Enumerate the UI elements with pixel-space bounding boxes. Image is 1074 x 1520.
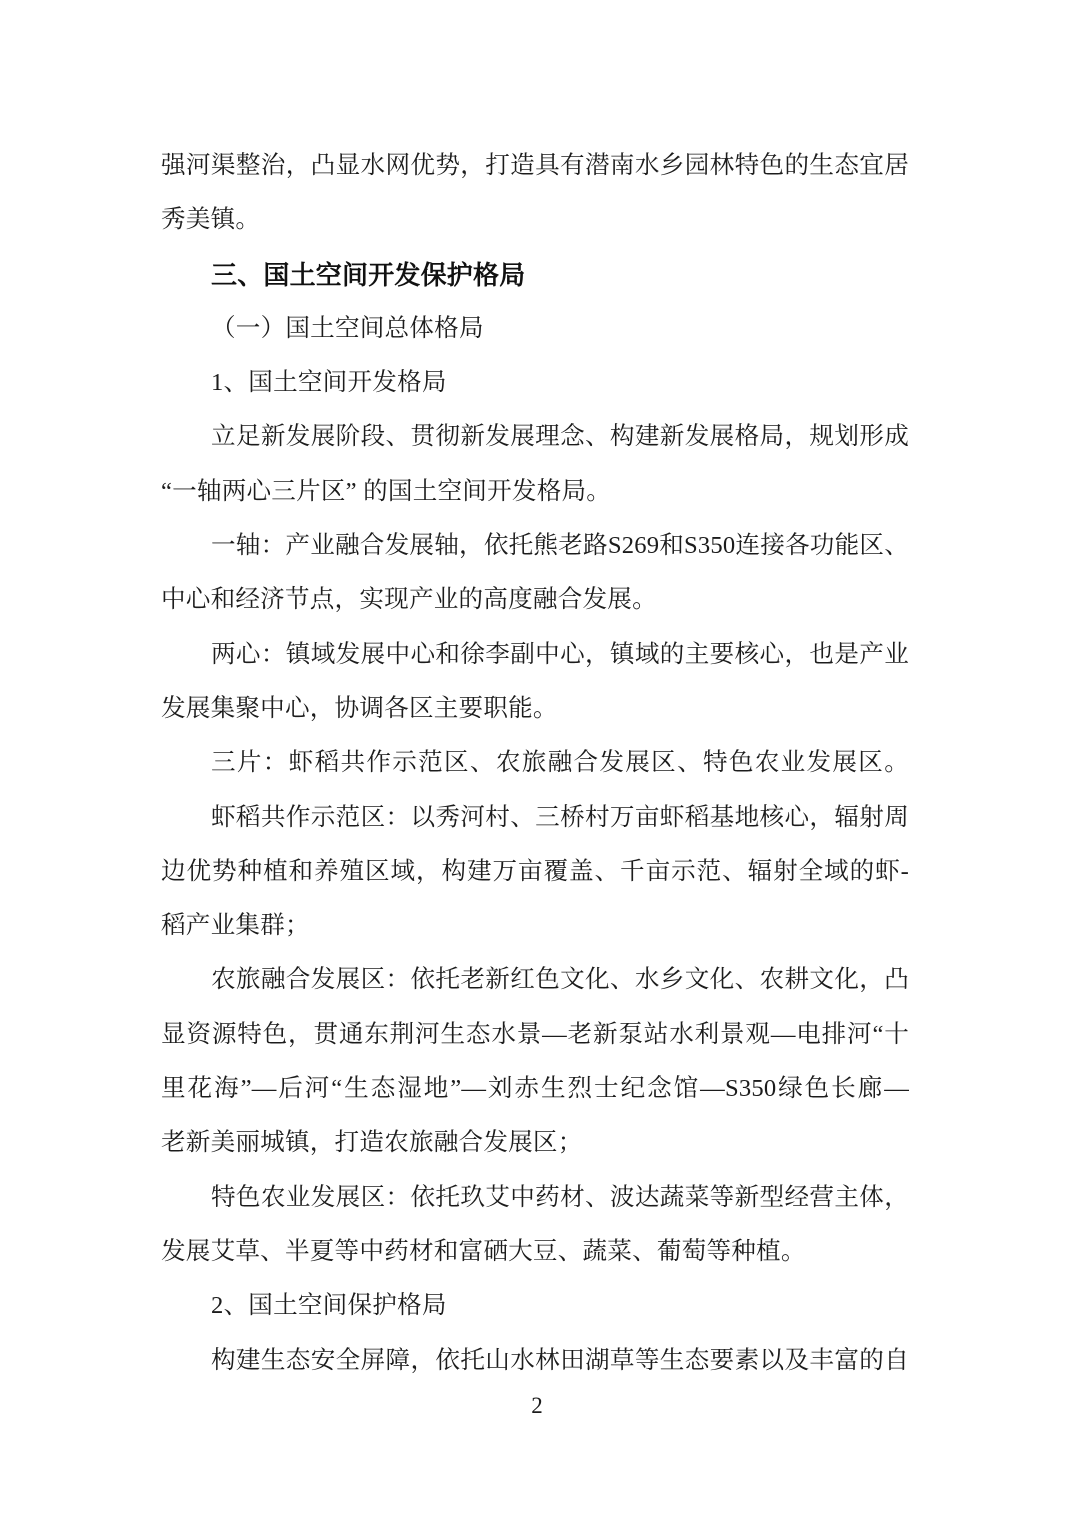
body-line: 构建生态安全屏障，依托山水林田湖草等生态要素以及丰富的自 (211, 1346, 909, 1374)
body-line: 三片：虾稻共作示范区、农旅融合发展区、特色农业发展区。 (211, 749, 909, 777)
body-line: 发展艾草、半夏等中药材和富硒大豆、蔬菜、葡萄等种植。 (161, 1237, 806, 1265)
body-line: 特色农业发展区：依托玖艾中药材、波达蔬菜等新型经营主体， (211, 1183, 909, 1211)
body-line: 强河渠整治，凸显水网优势，打造具有潜南水乡园林特色的生态宜居 (161, 152, 909, 179)
numbered-heading-1: 1、国土空间开发格局 (211, 369, 447, 397)
body-line: 两心：镇域发展中心和徐李副中心，镇域的主要核心，也是产业 (211, 640, 909, 668)
body-line: 显资源特色，贯通东荆河生态水景—老新泵站水利景观—电排河“十 (161, 1020, 909, 1048)
body-line: 稻产业集群； (161, 912, 310, 940)
body-line: 中心和经济节点，实现产业的高度融合发展。 (161, 586, 657, 614)
body-line: 虾稻共作示范区：以秀河村、三桥村万亩虾稻基地核心，辐射周 (211, 803, 909, 831)
body-line: “一轴两心三片区” 的国土空间开发格局。 (161, 477, 612, 505)
body-line: 边优势种植和养殖区域，构建万亩覆盖、千亩示范、辐射全域的虾- (161, 857, 909, 885)
subsection-heading: （一）国土空间总体格局 (211, 314, 484, 342)
text-block (161, 139, 909, 1388)
numbered-heading-2: 2、国土空间保护格局 (211, 1292, 447, 1320)
body-line: 老新美丽城镇，打造农旅融合发展区； (161, 1129, 583, 1157)
body-line: 农旅融合发展区：依托老新红色文化、水乡文化、农耕文化，凸 (211, 966, 909, 994)
body-line: 秀美镇。 (161, 206, 261, 234)
body-line: 立足新发展阶段、贯彻新发展理念、构建新发展格局，规划形成 (211, 423, 909, 451)
page-number: 2 (531, 1393, 543, 1418)
body-line: 发展集聚中心，协调各区主要职能。 (161, 694, 558, 722)
body-line: 里花海”—后河“生态湿地”—刘赤生烈士纪念馆—S350绿色长廊— (161, 1075, 909, 1103)
body-line: 一轴：产业融合发展轴，依托熊老路S269和S350连接各功能区、 (211, 532, 909, 560)
section-heading: 三、国土空间开发保护格局 (211, 259, 526, 290)
